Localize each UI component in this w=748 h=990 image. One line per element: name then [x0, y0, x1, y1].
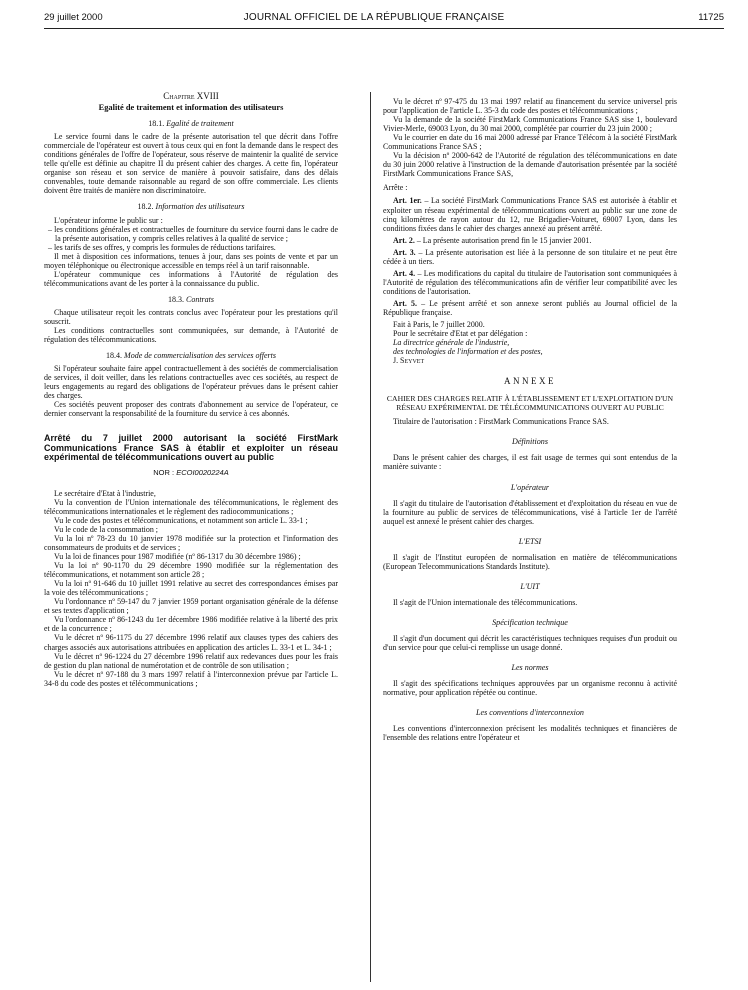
visa: Vu le décret nº 96-1224 du 27 décembre 1996 relatif aux redevances dues pour les frais de gestion du plan national de numérotation et de contrôle de son utilisation ;	[44, 651, 338, 670]
visa: Vu le décret nº 96-1175 du 27 décembre 1996 relatif aux clauses types des cahiers des charges associés aux autorisations attribuées en application des articles L. 33-1 et L. 34-1 ;	[44, 633, 338, 652]
section-number: 18.4.	[106, 351, 123, 361]
visa: Vu la loi nº 91-646 du 10 juillet 1991 relative au secret des correspondances émises par la voie des télécommunications ;	[44, 579, 338, 598]
signature-line-3	[383, 347, 677, 356]
article-label: Art. 4.	[393, 268, 416, 278]
signature-role: La directrice générale de l'industrie,	[393, 338, 510, 348]
visa: Vu la loi nº 78-23 du 10 janvier 1978 modifiée sur la protection et l'information des consommateurs de produits et de services ;	[44, 533, 338, 552]
section-18-3-heading	[44, 295, 338, 304]
section-18-1-heading	[44, 119, 338, 128]
article-label: Art. 3.	[393, 247, 416, 257]
article-text: – La présente autorisation est liée à la personne de son titulaire et ne peut être cédée à un tiers.	[383, 247, 678, 266]
paragraph: Dans le présent cahier des charges, il est fait usage de termes qui sont entendus de la manière suivante :	[383, 453, 677, 472]
visa: Vu la loi de finances pour 1987 modifiée (nº 86-1317 du 30 décembre 1986) ;	[54, 552, 301, 562]
article-2	[383, 236, 677, 245]
visa: Vu le décret nº 97-188 du 3 mars 1997 relatif à l'interconnexion prévue par l'article L. 34-8 du code des postes et télécommunications ;	[44, 669, 338, 688]
arrete-word: Arrête :	[383, 183, 408, 193]
visa: Vu l'ordonnance nº 59-147 du 7 janvier 1959 portant organisation générale de la défense et ses textes d'application ;	[44, 597, 338, 616]
article-text: – La présente autorisation prend fin le 15 janvier 2001.	[414, 235, 592, 245]
visa: Vu l'ordonnance nº 86-1243 du 1er décembre 1986 modifiée relative à la liberté des prix et de la concurrence ;	[44, 615, 338, 634]
section-number: 18.1.	[148, 119, 165, 129]
visa: Vu la demande de la société FirstMark Communications France SAS sise 1, boulevard Vivier-Merle, 69003 Lyon, du 30 mai 2000, complétée par courrier du 23 juin 2000 ;	[383, 115, 677, 134]
cahier-heading: CAHIER DES CHARGES RELATIF À L'ÉTABLISSEMENT ET L'EXPLOITATION D'UN RÉSEAU EXPÉRIMENTAL DE TÉLÉCOMMUNICATIONS OUVERT AU PUBLIC	[386, 394, 674, 413]
paragraph: Les conditions contractuelles sont communiquées, sur demande, à l'Autorité de régulation des télécommunications.	[44, 326, 338, 345]
signature-role: des technologies de l'information et des postes,	[393, 347, 543, 357]
left-column	[44, 92, 338, 688]
section-18-4-heading	[44, 351, 338, 360]
visa: Vu le code des postes et télécommunications, et notamment son article L. 33-1 ;	[54, 515, 308, 525]
article-3	[383, 248, 677, 266]
article-text: – Le présent arrêté et son annexe seront publiés au Journal officiel de la République française.	[383, 298, 677, 317]
section-title: Information des utilisateurs	[155, 202, 245, 212]
definition-text: Il s'agit du titulaire de l'autorisation d'établissement et d'exploitation du réseau en vue de la fourniture au public de services de télécommunications, visé à l'article 1er de l'arrêté auquel est annexé le présent cahier des charges.	[383, 498, 677, 526]
paragraph: L'opérateur communique ces informations à l'Autorité de régulation des télécommunications avant de les porter à la connaissance du public.	[44, 269, 338, 288]
journal-title: JOURNAL OFFICIEL DE LA RÉPUBLIQUE FRANÇAISE	[243, 12, 505, 23]
column-divider	[370, 92, 371, 982]
section-title: Mode de commercialisation des services offerts	[124, 351, 276, 361]
paragraph: L'opérateur informe le public sur :	[54, 215, 163, 225]
article-4	[383, 269, 677, 296]
paragraph: Chaque utilisateur reçoit les contrats conclus avec l'opérateur pour les prestations qu'il souscrit.	[44, 307, 338, 326]
visa: Vu le code de la consommation ;	[54, 524, 159, 534]
definition-text: Il s'agit des spécifications techniques approuvées par un organisme reconnu à activité normative, pour application répétée ou continue.	[383, 679, 677, 698]
list-item: – les conditions générales et contractuelles de fourniture du service fourni dans le cadre de la présente autorisation, y compris celles relatives à la qualité de service ;	[48, 224, 338, 243]
nor-reference	[44, 468, 338, 477]
nor-label: NOR :	[153, 467, 175, 477]
article-1	[383, 196, 677, 232]
definition-title: Les conventions d'interconnexion	[476, 708, 584, 718]
signatory-name: J. Seyvet	[393, 356, 425, 366]
paragraph: Ces sociétés peuvent proposer des contrats d'abonnement au service de l'opérateur, ce dernier conservant la responsabilité de la fourniture du service à ces abonnés.	[44, 400, 338, 419]
visa: Vu la décision nº 2000-642 de l'Autorité de régulation des télécommunications en date du 30 juin 2000 relative à l'instruction de la demande d'autorisation présentée par la société FirstMark Communications France SAS,	[383, 151, 677, 179]
definition-title: L'opérateur	[510, 482, 550, 492]
definition-text: Il s'agit de l'Union internationale des télécommunications.	[393, 597, 578, 607]
article-5	[383, 299, 677, 317]
section-title: Egalité de traitement	[166, 119, 234, 129]
paragraph: Le service fourni dans le cadre de la présente autorisation tel que décrit dans l'offre commerciale de l'opérateur est ouvert à tous ceux qui en font la demande dans le respect des conditions générales de l'offre de l'opérateur, sous réserve de maintenir la qualité de service telle qu'elle est définie au chapitre II du présent cahier des charges. A cette fin, l'opérateur organise son réseau et son service de manière à pouvoir satisfaire, dans des délais convenables, toute demande raisonnable au regard de son offre commerciale. Les clients doivent être traités de manière non discriminatoire.	[44, 132, 338, 196]
section-title: Contrats	[185, 294, 214, 304]
titulaire: Titulaire de l'autorisation : FirstMark Communications France SAS.	[393, 417, 609, 427]
info-list	[44, 225, 338, 252]
running-header	[0, 12, 748, 28]
article-label: Art. 1er.	[393, 196, 422, 206]
definition-title: Les normes	[511, 663, 549, 673]
visa: Vu la loi nº 90-1170 du 29 décembre 1990 modifiée sur la réglementation des télécommunications, et notamment son article 28 ;	[44, 561, 338, 580]
paragraph: Si l'opérateur souhaite faire appel contractuellement à des sociétés de commercialisation de services, il doit veiller, dans les relations contractuelles avec ces sociétés, au respect de leurs engagements au regard des obligations de l'opérateur prévues dans le présent cahier des charges.	[44, 364, 338, 401]
arrete-title: Arrêté du 7 juillet 2000 autorisant la société FirstMark Communications France SAS à établir et exploiter un réseau expérimental de télécommunications ouvert au public	[44, 433, 338, 463]
chapter-heading: Chapitre XVIII	[163, 91, 219, 101]
nor-code: ECOI0020224A	[176, 467, 229, 477]
section-number: 18.3.	[167, 294, 184, 304]
definitions-heading: Définitions	[512, 437, 548, 447]
signature-line-1: Pour le secrétaire d'Etat et par délégation :	[393, 329, 528, 339]
definition-text: Les conventions d'interconnexion précisent les modalités techniques et financières de l'ensemble des relations entre l'opérateur et	[383, 724, 677, 743]
section-18-2-heading	[44, 202, 338, 211]
list-item: – les tarifs de ses offres, y compris les formules de réductions tarifaires.	[48, 242, 276, 252]
chapter-title: Egalité de traitement et information des utilisateurs	[98, 103, 284, 113]
article-text: – Les modifications du capital du titulaire de l'autorisation sont communiquées à l'Autorité de régulation des télécommunications afin de vérifier leur compatibilité avec les conditions de l'autorisation.	[383, 268, 677, 296]
signature-line-2	[383, 338, 677, 347]
visa: Le secrétaire d'Etat à l'industrie,	[54, 488, 156, 498]
definition-title: L'UIT	[520, 581, 540, 591]
article-text: – La société FirstMark Communications France SAS est autorisée à établir et exploiter un réseau expérimental de télécommunications ouvert au public sur une zone de cinq kilomètres de rayon autour du 12, rue Brigadier-Voituret, 69007 Lyon, dans les conditions fixées dans le cahier des charges annexé au présent arrêté.	[383, 196, 677, 233]
visa: Vu la convention de l'Union internationale des télécommunications, le règlement des télécommunications internationales et le règlement des radiocommunications ;	[44, 497, 338, 516]
definition-text: Il s'agit de l'Institut européen de normalisation en matière de télécommunications (European Telecommunications Standards Institute).	[383, 552, 677, 571]
definition-title: L'ETSI	[518, 536, 542, 546]
page-number: 11725	[698, 12, 724, 23]
article-label: Art. 5.	[393, 298, 417, 308]
visa: Vu le courrier en date du 16 mai 2000 adressé par France Télécom à la société FirstMark Communications France SAS ;	[383, 133, 677, 152]
done-at: Fait à Paris, le 7 juillet 2000.	[393, 320, 485, 330]
article-label: Art. 2.	[393, 235, 415, 245]
visa: Vu le décret nº 97-475 du 13 mai 1997 relatif au financement du service universel pris pour l'application de l'article L. 35-3 du code des postes et télécommunications ;	[383, 97, 677, 116]
paragraph: Il met à disposition ces informations, tenues à jour, dans ses points de vente et par un moyen téléphonique ou électronique accessible en temps réel à un tarif raisonnable.	[44, 251, 338, 270]
annexe-heading: ANNEXE	[504, 376, 556, 387]
issue-date: 29 juillet 2000	[44, 12, 103, 23]
section-number: 18.2.	[137, 202, 154, 212]
header-rule	[44, 28, 724, 29]
right-column	[383, 97, 677, 742]
definition-title: Spécification technique	[492, 617, 568, 627]
definition-text: Il s'agit d'un document qui décrit les caractéristiques techniques requises d'un produit ou d'un service pour que celui-ci remplisse un usage donné.	[383, 633, 677, 653]
